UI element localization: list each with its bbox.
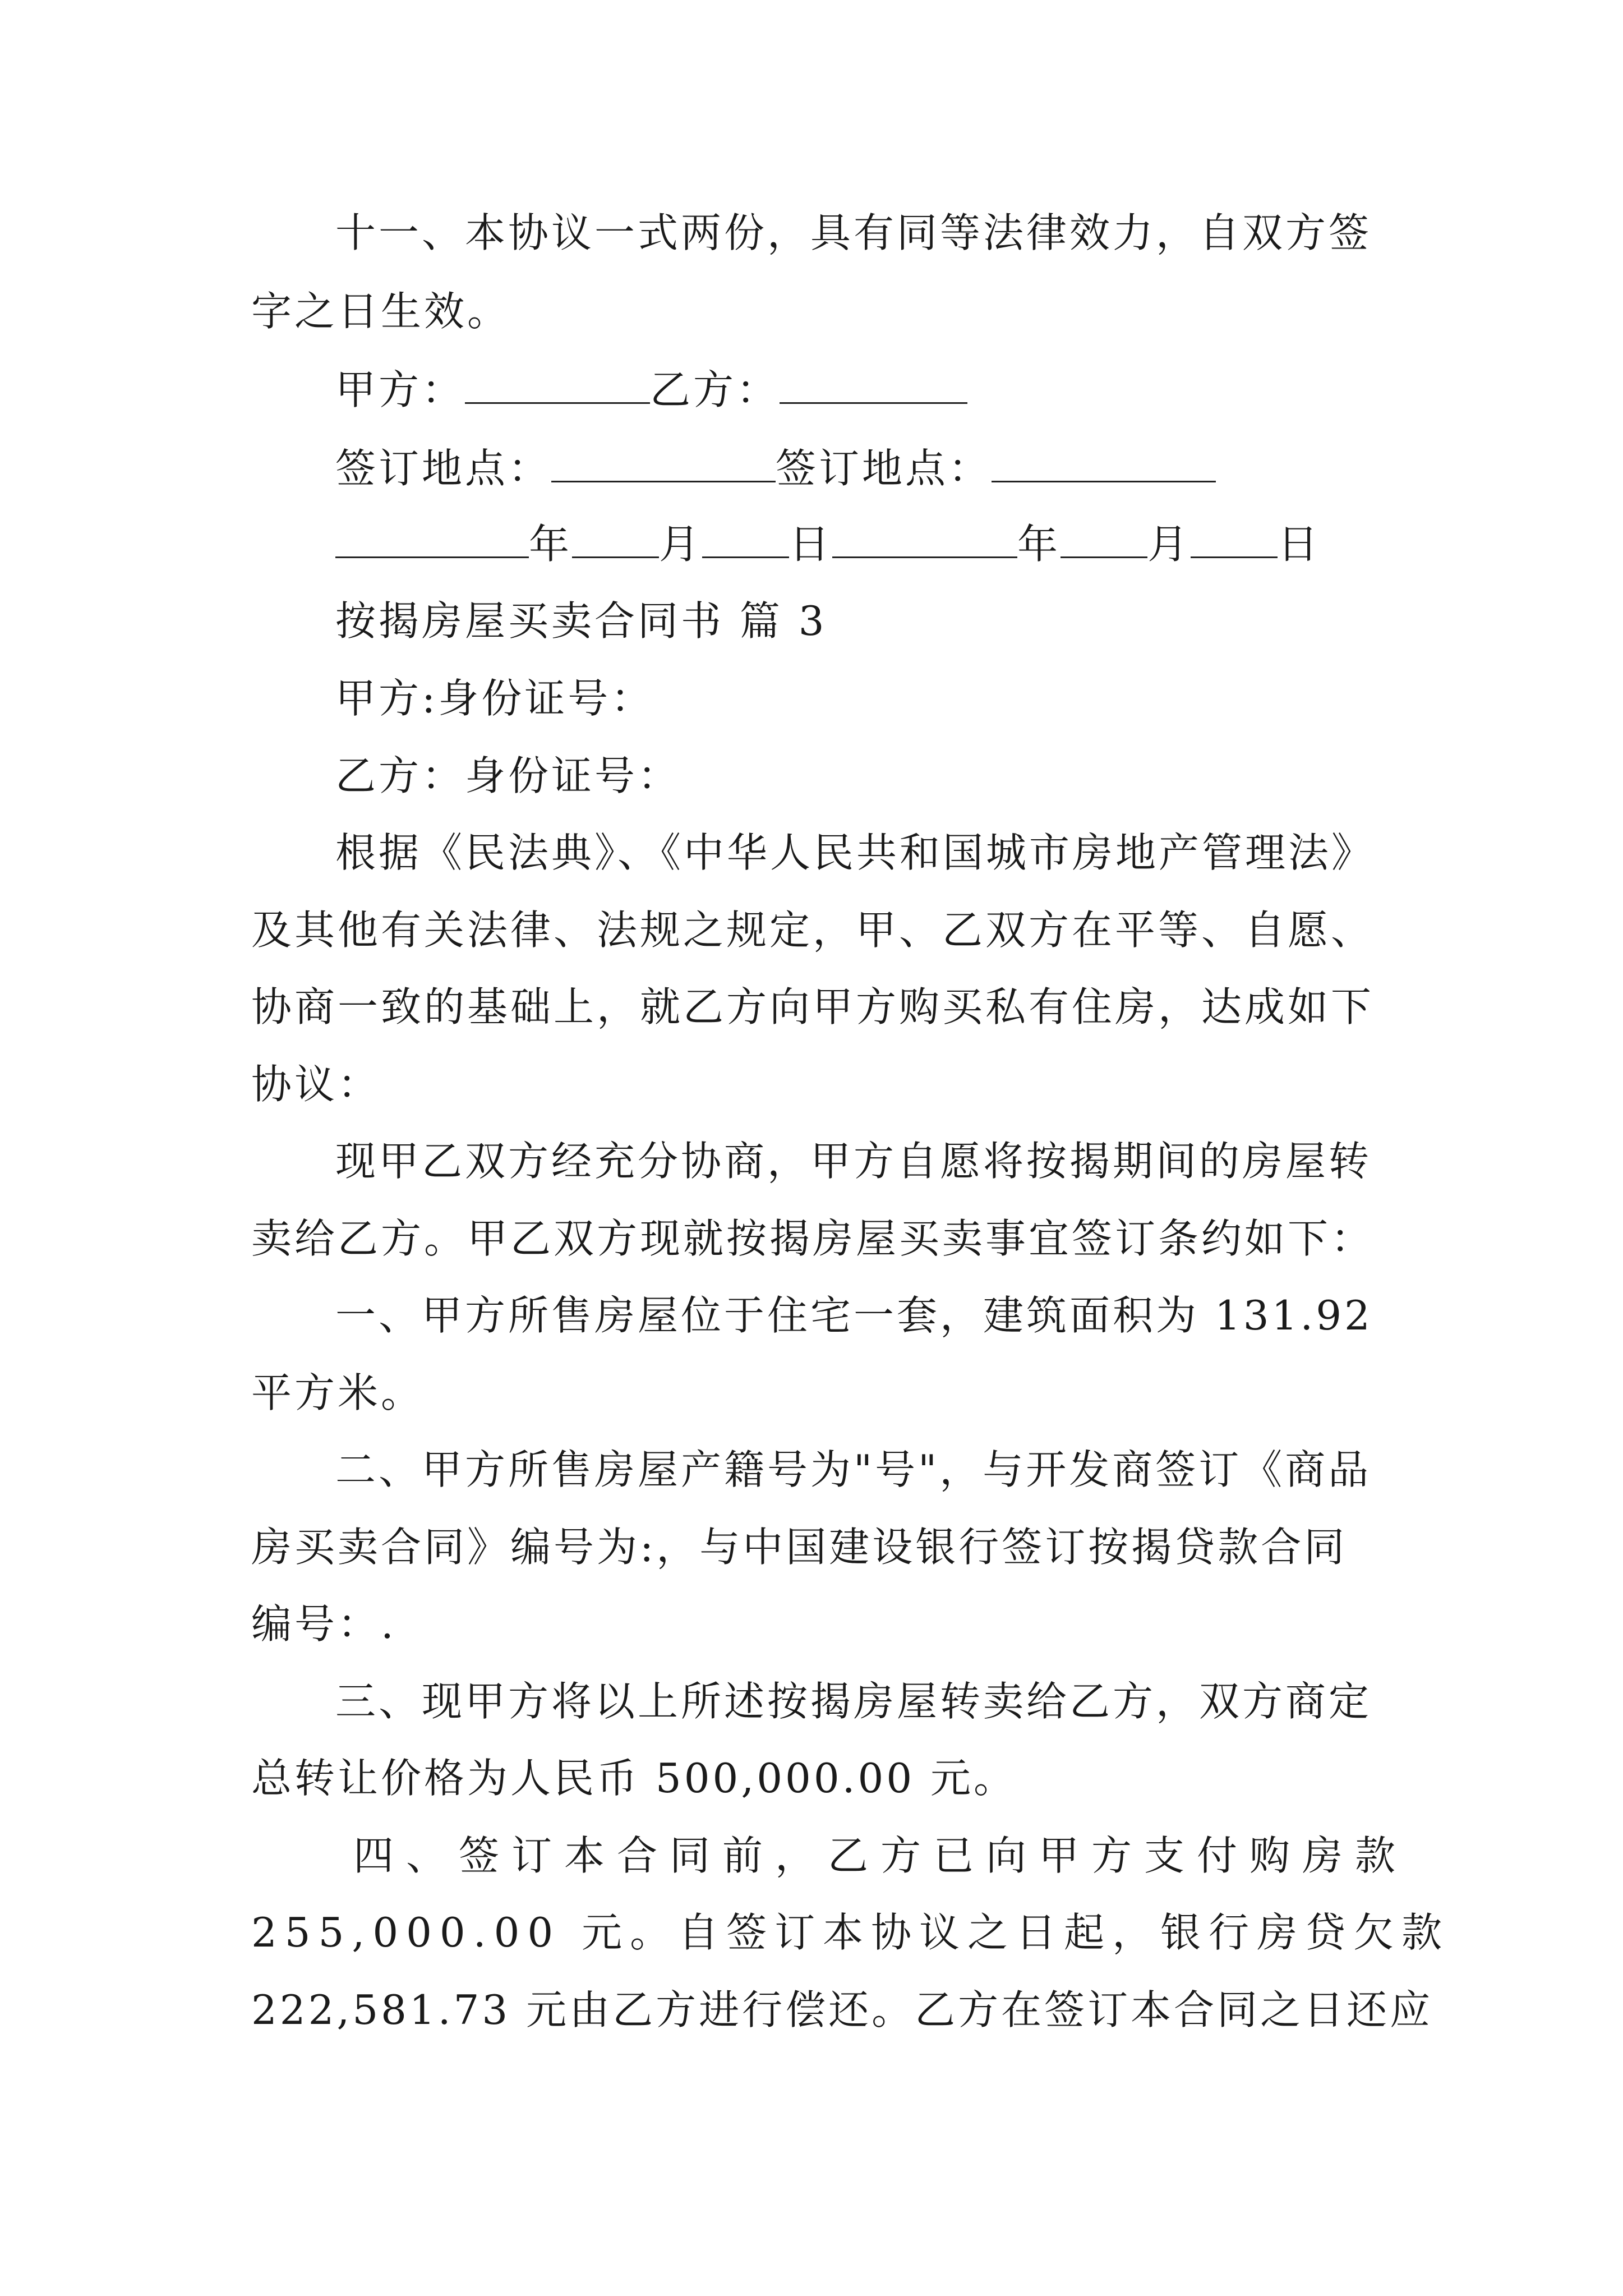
date-a-day-blank [702, 522, 789, 558]
place-a-blank [551, 446, 776, 482]
preamble-line-1: 根据《民法典》、《中华人民共和国城市房地产管理法》 [335, 829, 1375, 876]
place-b-label: 签订地点： [776, 445, 992, 492]
intro-line-2: 卖给乙方。甲乙双方现就按揭房屋买卖事宜签订条约如下： [251, 1215, 1375, 1262]
preamble-line-4: 协议： [251, 1061, 381, 1108]
clause-4-line-2: 255,000.00 元。自签订本协议之日起，银行房贷欠款 [251, 1909, 1450, 1956]
date-a-day-label: 日 [789, 521, 833, 568]
preamble-line-2: 及其他有关法律、法规之规定，甲、乙双方在平等、自愿、 [251, 907, 1375, 954]
signature-parties-row [335, 365, 1485, 415]
clause-1-line-1: 一、甲方所售房屋位于住宅一套，建筑面积为 131.92 [335, 1292, 1373, 1339]
place-a-label: 签订地点： [335, 445, 552, 492]
date-a-year-blank [335, 522, 529, 558]
date-b-month-label: 月 [1147, 521, 1191, 568]
party-a-id-line: 甲方:身份证号： [335, 675, 654, 722]
date-b-year-blank [832, 522, 1017, 558]
date-a-year-label: 年 [529, 521, 573, 568]
date-b-year-label: 年 [1017, 521, 1061, 568]
date-a-month-blank [572, 522, 659, 558]
preamble-line-3: 协商一致的基础上，就乙方向甲方购买私有住房，达成如下 [251, 983, 1375, 1030]
party-b-signature-blank [780, 367, 967, 404]
intro-line-1: 现甲乙双方经充分协商，甲方自愿将按揭期间的房屋转 [335, 1138, 1372, 1185]
clause-2-line-2: 房买卖合同》编号为:，与中国建设银行签订按揭贷款合同 [251, 1524, 1348, 1571]
party-b-id-line: 乙方：身份证号： [335, 752, 681, 799]
signing-place-row [335, 443, 1485, 494]
section-title: 按揭房屋买卖合同书 篇 3 [335, 597, 827, 645]
clause-4-line-3: 222,581.73 元由乙方进行偿还。乙方在签订本合同之日还应 [251, 1986, 1433, 2033]
date-b-day-blank [1191, 522, 1278, 558]
clause-3-line-2: 总转让价格为人民币 500,000.00 元。 [251, 1755, 1017, 1802]
party-a-signature-blank [465, 367, 650, 404]
place-b-blank [992, 446, 1216, 482]
party-a-signature-label: 甲方： [335, 366, 465, 413]
date-b-day-label: 日 [1278, 521, 1321, 568]
date-b-month-blank [1061, 522, 1147, 558]
clause-2-line-1: 二、甲方所售房屋产籍号为"号"，与开发商签订《商品 [335, 1446, 1372, 1493]
clause-2-line-3: 编号：. [251, 1600, 396, 1648]
signing-date-row [335, 519, 1485, 569]
clause-4-line-1: 四、签订本合同前，乙方已向甲方支付购房款 [353, 1832, 1408, 1879]
clause-11-line-1: 十一、本协议一式两份，具有同等法律效力，自双方签 [335, 209, 1372, 256]
date-a-month-label: 月 [659, 521, 703, 568]
party-b-signature-label: 乙方： [650, 366, 780, 413]
clause-11-line-2: 字之日生效。 [251, 288, 511, 335]
clause-1-line-2: 平方米。 [251, 1369, 425, 1416]
clause-3-line-1: 三、现甲方将以上所述按揭房屋转卖给乙方，双方商定 [335, 1678, 1372, 1725]
